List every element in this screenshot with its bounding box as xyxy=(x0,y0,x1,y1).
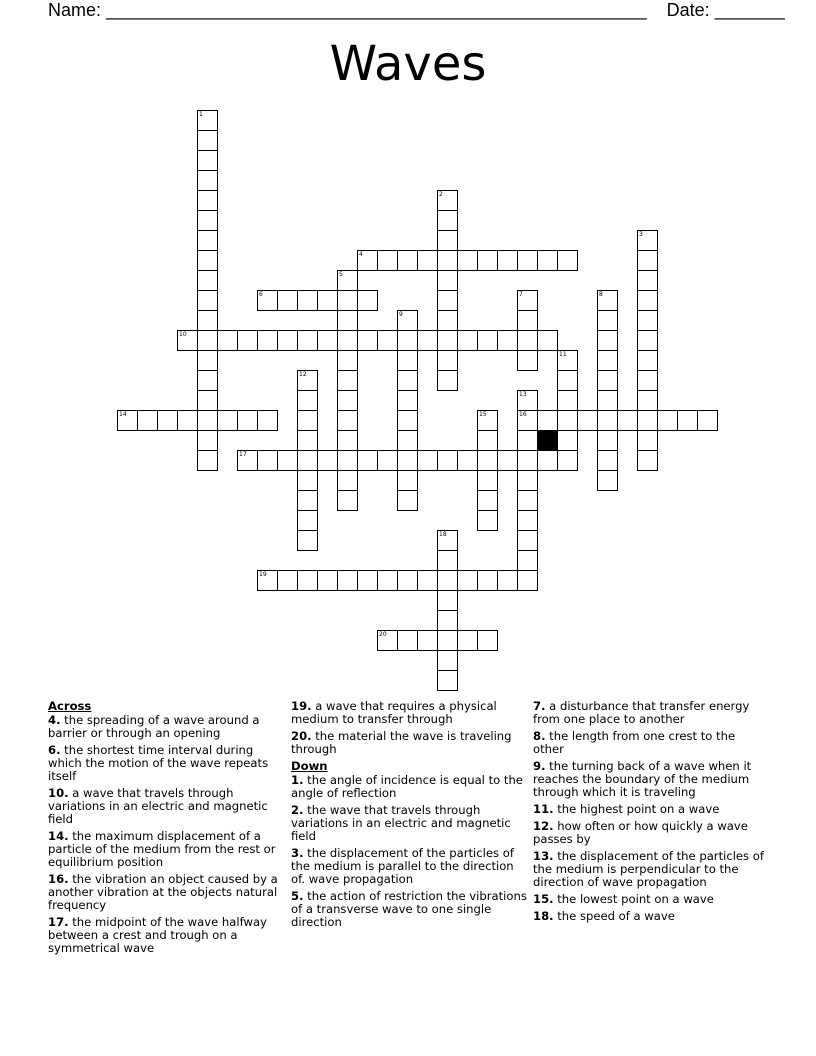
clue-number: 4 xyxy=(359,251,363,258)
clue-text: the action of restriction the vibrations of a transverse wave to one single direction xyxy=(291,889,527,929)
crossword-cell[interactable] xyxy=(417,450,438,471)
crossword-cell[interactable] xyxy=(477,570,498,591)
crossword-cell[interactable] xyxy=(437,270,458,291)
crossword-cell[interactable] xyxy=(297,530,318,551)
crossword-cell[interactable] xyxy=(497,330,518,351)
clue-text: the length from one crest to the other xyxy=(533,729,736,756)
across-clue xyxy=(48,873,284,912)
crossword-cell[interactable] xyxy=(397,490,418,511)
crossword-cell[interactable] xyxy=(297,430,318,451)
crossword-cell[interactable] xyxy=(397,250,418,271)
clues-column-3 xyxy=(533,700,769,927)
clue-number-label: 18. xyxy=(533,909,554,923)
crossword-cell[interactable] xyxy=(257,570,278,591)
crossword-cell[interactable] xyxy=(317,290,338,311)
clue-text: the turning back of a wave when it reaches the boundary of the medium through which it is traveling xyxy=(533,759,752,799)
clue-number-label: 1. xyxy=(291,773,304,787)
crossword-cell[interactable] xyxy=(417,570,438,591)
clue-number: 11 xyxy=(559,351,567,358)
clue-number: 19 xyxy=(259,571,267,578)
clue-text: the material the wave is traveling through xyxy=(291,729,512,756)
crossword-cell[interactable] xyxy=(597,470,618,491)
clue-text: how often or how quickly a wave passes by xyxy=(533,819,748,846)
crossword-cell[interactable] xyxy=(337,570,358,591)
clue-number-label: 6. xyxy=(48,743,61,757)
crossword-cell[interactable] xyxy=(377,450,398,471)
clue-number-label: 13. xyxy=(533,849,554,863)
crossword-cell[interactable] xyxy=(557,250,578,271)
crossword-cell[interactable] xyxy=(237,450,258,471)
crossword-cell[interactable] xyxy=(537,330,558,351)
crossword-cell[interactable] xyxy=(517,510,538,531)
crossword-cell[interactable] xyxy=(357,330,378,351)
crossword-cell[interactable] xyxy=(517,410,538,431)
down-clue xyxy=(291,804,527,843)
clue-text: a wave that requires a physical medium to transfer through xyxy=(291,699,497,726)
crossword-cell[interactable] xyxy=(317,570,338,591)
crossword-cell[interactable] xyxy=(197,310,218,331)
crossword-cell[interactable] xyxy=(437,650,458,671)
crossword-cell[interactable] xyxy=(477,630,498,651)
crossword-cell[interactable] xyxy=(177,410,198,431)
crossword-cell[interactable] xyxy=(637,350,658,371)
down-clue xyxy=(533,893,769,906)
crossword-cell[interactable] xyxy=(297,570,318,591)
clue-number: 20 xyxy=(379,631,387,638)
crossword-cell[interactable] xyxy=(197,450,218,471)
crossword-cell[interactable] xyxy=(357,290,378,311)
down-clue xyxy=(533,820,769,846)
crossword-cell[interactable] xyxy=(437,330,458,351)
down-clue xyxy=(291,774,527,800)
crossword-cell[interactable] xyxy=(397,570,418,591)
crossword-cell[interactable] xyxy=(257,330,278,351)
across-clue xyxy=(48,714,284,740)
crossword-cell[interactable] xyxy=(537,450,558,471)
clue-number-label: 19. xyxy=(291,699,312,713)
crossword-cell[interactable] xyxy=(197,110,218,131)
crossword-cell[interactable] xyxy=(277,290,298,311)
crossword-cell[interactable] xyxy=(337,430,358,451)
crossword-cell[interactable] xyxy=(637,370,658,391)
crossword-cell[interactable] xyxy=(217,330,238,351)
crossword-cell[interactable] xyxy=(437,550,458,571)
name-label: Name: xyxy=(48,0,102,20)
clue-text: the angle of incidence is equal to the angle of reflection xyxy=(291,773,523,800)
crossword-cell[interactable] xyxy=(337,450,358,471)
crossword-cell[interactable] xyxy=(397,370,418,391)
clue-number: 18 xyxy=(439,531,447,538)
crossword-cell[interactable] xyxy=(477,250,498,271)
crossword-cell[interactable] xyxy=(137,410,158,431)
clue-number-label: 20. xyxy=(291,729,312,743)
clue-number: 6 xyxy=(259,291,263,298)
crossword-cell[interactable] xyxy=(197,370,218,391)
crossword-cell[interactable] xyxy=(457,450,478,471)
crossword-cell[interactable] xyxy=(197,170,218,191)
crossword-cell[interactable] xyxy=(517,470,538,491)
down-clue xyxy=(533,730,769,756)
clue-text: a wave that travels through variations in an electric and magnetic field xyxy=(48,786,268,826)
crossword-cell[interactable] xyxy=(397,470,418,491)
crossword-cell[interactable] xyxy=(537,250,558,271)
crossword-cell[interactable] xyxy=(597,310,618,331)
crossword-cell[interactable] xyxy=(437,290,458,311)
clue-number: 13 xyxy=(519,391,527,398)
down-clue xyxy=(291,847,527,886)
clue-text: the lowest point on a wave xyxy=(553,892,714,906)
crossword-cell[interactable] xyxy=(297,390,318,411)
crossword-cell[interactable] xyxy=(637,270,658,291)
crossword-cell[interactable] xyxy=(557,350,578,371)
crossword-cell[interactable] xyxy=(597,410,618,431)
crossword-cell[interactable] xyxy=(517,490,538,511)
crossword-cell[interactable] xyxy=(597,390,618,411)
crossword-cell[interactable] xyxy=(157,410,178,431)
crossword-cell[interactable] xyxy=(637,250,658,271)
crossword-cell[interactable] xyxy=(437,530,458,551)
crossword-cell[interactable] xyxy=(317,450,338,471)
crossword-cell[interactable] xyxy=(197,330,218,351)
crossword-cell[interactable] xyxy=(437,670,458,691)
clue-text: the speed of a wave xyxy=(553,909,675,923)
crossword-cell[interactable] xyxy=(357,570,378,591)
clue-text: the vibration an object caused by a another vibration at the objects natural frequency xyxy=(48,872,278,912)
crossword-cell[interactable] xyxy=(197,270,218,291)
crossword-cell[interactable] xyxy=(277,450,298,471)
crossword-cell[interactable] xyxy=(197,390,218,411)
clue-number-label: 3. xyxy=(291,846,304,860)
clue-number: 14 xyxy=(119,411,127,418)
clue-text: the highest point on a wave xyxy=(553,802,720,816)
clues-column-2 xyxy=(291,700,527,933)
crossword-cell[interactable] xyxy=(537,410,558,431)
crossword-cell[interactable] xyxy=(397,350,418,371)
crossword-cell[interactable] xyxy=(337,290,358,311)
across-heading: Across xyxy=(48,699,92,713)
crossword-cell[interactable] xyxy=(317,330,338,351)
crossword-cell[interactable] xyxy=(337,350,358,371)
crossword-cell[interactable] xyxy=(257,450,278,471)
crossword-cell[interactable] xyxy=(197,410,218,431)
crossword-cell[interactable] xyxy=(517,530,538,551)
across-clue xyxy=(291,700,527,726)
crossword-cell[interactable] xyxy=(437,630,458,651)
down-clue xyxy=(533,803,769,816)
crossword-cell[interactable] xyxy=(437,250,458,271)
clue-text: the displacement of the particles of the medium is parallel to the direction of. wave propagation xyxy=(291,846,514,886)
crossword-cell[interactable] xyxy=(497,250,518,271)
crossword-cell[interactable] xyxy=(117,410,138,431)
page-title: Waves xyxy=(329,36,487,92)
clue-number: 5 xyxy=(339,271,343,278)
crossword-cell[interactable] xyxy=(377,570,398,591)
clue-number: 7 xyxy=(519,291,523,298)
across-clue xyxy=(48,744,284,783)
crossword-cell[interactable] xyxy=(297,510,318,531)
crossword-cell[interactable] xyxy=(377,330,398,351)
clues-column-1 xyxy=(48,700,284,959)
down-clue xyxy=(533,760,769,799)
crossword-cell[interactable] xyxy=(637,290,658,311)
crossword-cell[interactable] xyxy=(597,370,618,391)
crossword-cell[interactable] xyxy=(337,310,358,331)
crossword-cell[interactable] xyxy=(417,330,438,351)
crossword-cell[interactable] xyxy=(437,450,458,471)
crossword-cell[interactable] xyxy=(397,310,418,331)
clue-number-label: 9. xyxy=(533,759,546,773)
crossword-cell[interactable] xyxy=(197,230,218,251)
crossword-cell[interactable] xyxy=(257,410,278,431)
crossword-cell[interactable] xyxy=(437,310,458,331)
clue-number-label: 12. xyxy=(533,819,554,833)
crossword-cell[interactable] xyxy=(577,410,598,431)
crossword-cell[interactable] xyxy=(677,410,698,431)
crossword-cell[interactable] xyxy=(417,630,438,651)
crossword-cell[interactable] xyxy=(397,450,418,471)
crossword-cell[interactable] xyxy=(297,330,318,351)
crossword-cell[interactable] xyxy=(337,490,358,511)
crossword-cell[interactable] xyxy=(257,290,278,311)
crossword-cell[interactable] xyxy=(557,410,578,431)
crossword-cell[interactable] xyxy=(637,330,658,351)
crossword-cell[interactable] xyxy=(397,430,418,451)
crossword-cell[interactable] xyxy=(637,450,658,471)
crossword-cell[interactable] xyxy=(397,630,418,651)
crossword-cell[interactable] xyxy=(197,190,218,211)
clue-number-label: 10. xyxy=(48,786,69,800)
across-clue xyxy=(48,916,284,955)
crossword-cell[interactable] xyxy=(197,250,218,271)
crossword-cell[interactable] xyxy=(437,210,458,231)
crossword-cell[interactable] xyxy=(597,290,618,311)
crossword-cell[interactable] xyxy=(457,330,478,351)
crossword-cell[interactable] xyxy=(337,470,358,491)
clue-number: 10 xyxy=(179,331,187,338)
down-clue xyxy=(291,890,527,929)
across-clue xyxy=(48,787,284,826)
crossword-cell[interactable] xyxy=(437,610,458,631)
crossword-cell[interactable] xyxy=(477,430,498,451)
crossword-cell[interactable] xyxy=(297,490,318,511)
crossword-cell[interactable] xyxy=(477,450,498,471)
crossword-cell[interactable] xyxy=(597,430,618,451)
crossword-cell[interactable] xyxy=(337,410,358,431)
clue-number-label: 16. xyxy=(48,872,69,886)
clue-number: 8 xyxy=(599,291,603,298)
clue-number-label: 15. xyxy=(533,892,554,906)
crossword-cell[interactable] xyxy=(437,570,458,591)
down-clue xyxy=(533,910,769,923)
clue-number: 12 xyxy=(299,371,307,378)
crossword-cell[interactable] xyxy=(237,410,258,431)
clue-text: a disturbance that transfer energy from one place to another xyxy=(533,699,750,726)
crossword-cell[interactable] xyxy=(277,570,298,591)
crossword-cell[interactable] xyxy=(297,470,318,491)
crossword-cell[interactable] xyxy=(477,510,498,531)
crossword-cell[interactable] xyxy=(397,390,418,411)
crossword-cell[interactable] xyxy=(597,350,618,371)
crossword-cell[interactable] xyxy=(377,630,398,651)
crossword-cell[interactable] xyxy=(337,370,358,391)
down-clue xyxy=(533,700,769,726)
crossword-cell[interactable] xyxy=(197,350,218,371)
crossword-cell[interactable] xyxy=(517,550,538,571)
crossword-cell[interactable] xyxy=(357,250,378,271)
black-cell xyxy=(537,430,558,451)
clue-text: the wave that travels through variations in an electric and magnetic field xyxy=(291,803,511,843)
clue-text: the maximum displacement of a particle of the medium from the rest or equilibrium position xyxy=(48,829,276,869)
date-label: Date: xyxy=(666,0,710,20)
crossword-cell[interactable] xyxy=(197,290,218,311)
crossword-cell[interactable] xyxy=(697,410,718,431)
crossword-cell[interactable] xyxy=(337,390,358,411)
crossword-cell[interactable] xyxy=(637,230,658,251)
crossword-cell[interactable] xyxy=(397,330,418,351)
crossword-cell[interactable] xyxy=(297,410,318,431)
crossword-cell[interactable] xyxy=(597,330,618,351)
down-clue xyxy=(533,850,769,889)
crossword-cell[interactable] xyxy=(517,390,538,411)
crossword-cell[interactable] xyxy=(457,570,478,591)
crossword-cell[interactable] xyxy=(397,410,418,431)
crossword-cell[interactable] xyxy=(517,450,538,471)
crossword-cell[interactable] xyxy=(197,130,218,151)
clue-number-label: 14. xyxy=(48,829,69,843)
crossword-cell[interactable] xyxy=(637,430,658,451)
crossword-cell[interactable] xyxy=(277,330,298,351)
crossword-cell[interactable] xyxy=(177,330,198,351)
clue-number-label: 7. xyxy=(533,699,546,713)
crossword-cell[interactable] xyxy=(497,450,518,471)
crossword-cell[interactable] xyxy=(517,570,538,591)
clue-number: 3 xyxy=(639,231,643,238)
clue-text: the shortest time interval during which the motion of the wave repeats itself xyxy=(48,743,269,783)
crossword-cell[interactable] xyxy=(617,410,638,431)
crossword-cell[interactable] xyxy=(217,410,238,431)
clue-number-label: 4. xyxy=(48,713,61,727)
crossword-cell[interactable] xyxy=(457,630,478,651)
date-field[interactable]: _______ xyxy=(714,0,785,20)
clue-number-label: 5. xyxy=(291,889,304,903)
crossword-cell[interactable] xyxy=(457,250,478,271)
clue-number-label: 8. xyxy=(533,729,546,743)
crossword-cell[interactable] xyxy=(437,590,458,611)
clue-text: the displacement of the particles of the medium is perpendicular to the direction of wave propagation xyxy=(533,849,764,889)
crossword-cell[interactable] xyxy=(517,250,538,271)
crossword-cell[interactable] xyxy=(637,390,658,411)
crossword-cell[interactable] xyxy=(477,330,498,351)
clue-number-label: 11. xyxy=(533,802,554,816)
crossword-cell[interactable] xyxy=(517,310,538,331)
crossword-cell[interactable] xyxy=(517,430,538,451)
clue-number-label: 2. xyxy=(291,803,304,817)
clue-text: the spreading of a wave around a barrier or through an opening xyxy=(48,713,260,740)
clue-number: 1 xyxy=(199,111,203,118)
crossword-cell[interactable] xyxy=(237,330,258,351)
crossword-cell[interactable] xyxy=(197,430,218,451)
crossword-cell[interactable] xyxy=(437,350,458,371)
crossword-cell[interactable] xyxy=(557,390,578,411)
crossword-cell[interactable] xyxy=(557,450,578,471)
clue-number: 2 xyxy=(439,191,443,198)
across-clue xyxy=(48,830,284,869)
clue-number: 9 xyxy=(399,311,403,318)
crossword-cell[interactable] xyxy=(197,210,218,231)
clue-number: 15 xyxy=(479,411,487,418)
crossword-cell[interactable] xyxy=(517,290,538,311)
crossword-cell[interactable] xyxy=(477,490,498,511)
crossword-cell[interactable] xyxy=(437,370,458,391)
name-field[interactable]: ______________________________________________________ xyxy=(106,0,647,20)
crossword-cell[interactable] xyxy=(297,450,318,471)
crossword-cell[interactable] xyxy=(657,410,678,431)
across-clue xyxy=(291,730,527,756)
crossword-cell[interactable] xyxy=(517,330,538,351)
crossword-cell[interactable] xyxy=(557,430,578,451)
crossword-cell[interactable] xyxy=(517,350,538,371)
clue-number: 17 xyxy=(239,451,247,458)
crossword-cell[interactable] xyxy=(437,190,458,211)
crossword-cell[interactable] xyxy=(297,290,318,311)
crossword-cell[interactable] xyxy=(637,310,658,331)
crossword-cell[interactable] xyxy=(497,570,518,591)
down-heading: Down xyxy=(291,759,328,773)
clue-number: 16 xyxy=(519,411,527,418)
crossword-cell[interactable] xyxy=(357,450,378,471)
crossword-cell[interactable] xyxy=(477,410,498,431)
crossword-cell[interactable] xyxy=(337,330,358,351)
crossword-cell[interactable] xyxy=(297,370,318,391)
crossword-cell[interactable] xyxy=(597,450,618,471)
crossword-cell[interactable] xyxy=(197,150,218,171)
crossword-cell[interactable] xyxy=(377,250,398,271)
clue-number-label: 17. xyxy=(48,915,69,929)
crossword-cell[interactable] xyxy=(637,410,658,431)
crossword-cell[interactable] xyxy=(417,250,438,271)
crossword-cell[interactable] xyxy=(437,230,458,251)
crossword-cell[interactable] xyxy=(557,370,578,391)
crossword-cell[interactable] xyxy=(337,270,358,291)
clue-text: the midpoint of the wave halfway between a crest and trough on a symmetrical wave xyxy=(48,915,267,955)
crossword-cell[interactable] xyxy=(477,470,498,491)
